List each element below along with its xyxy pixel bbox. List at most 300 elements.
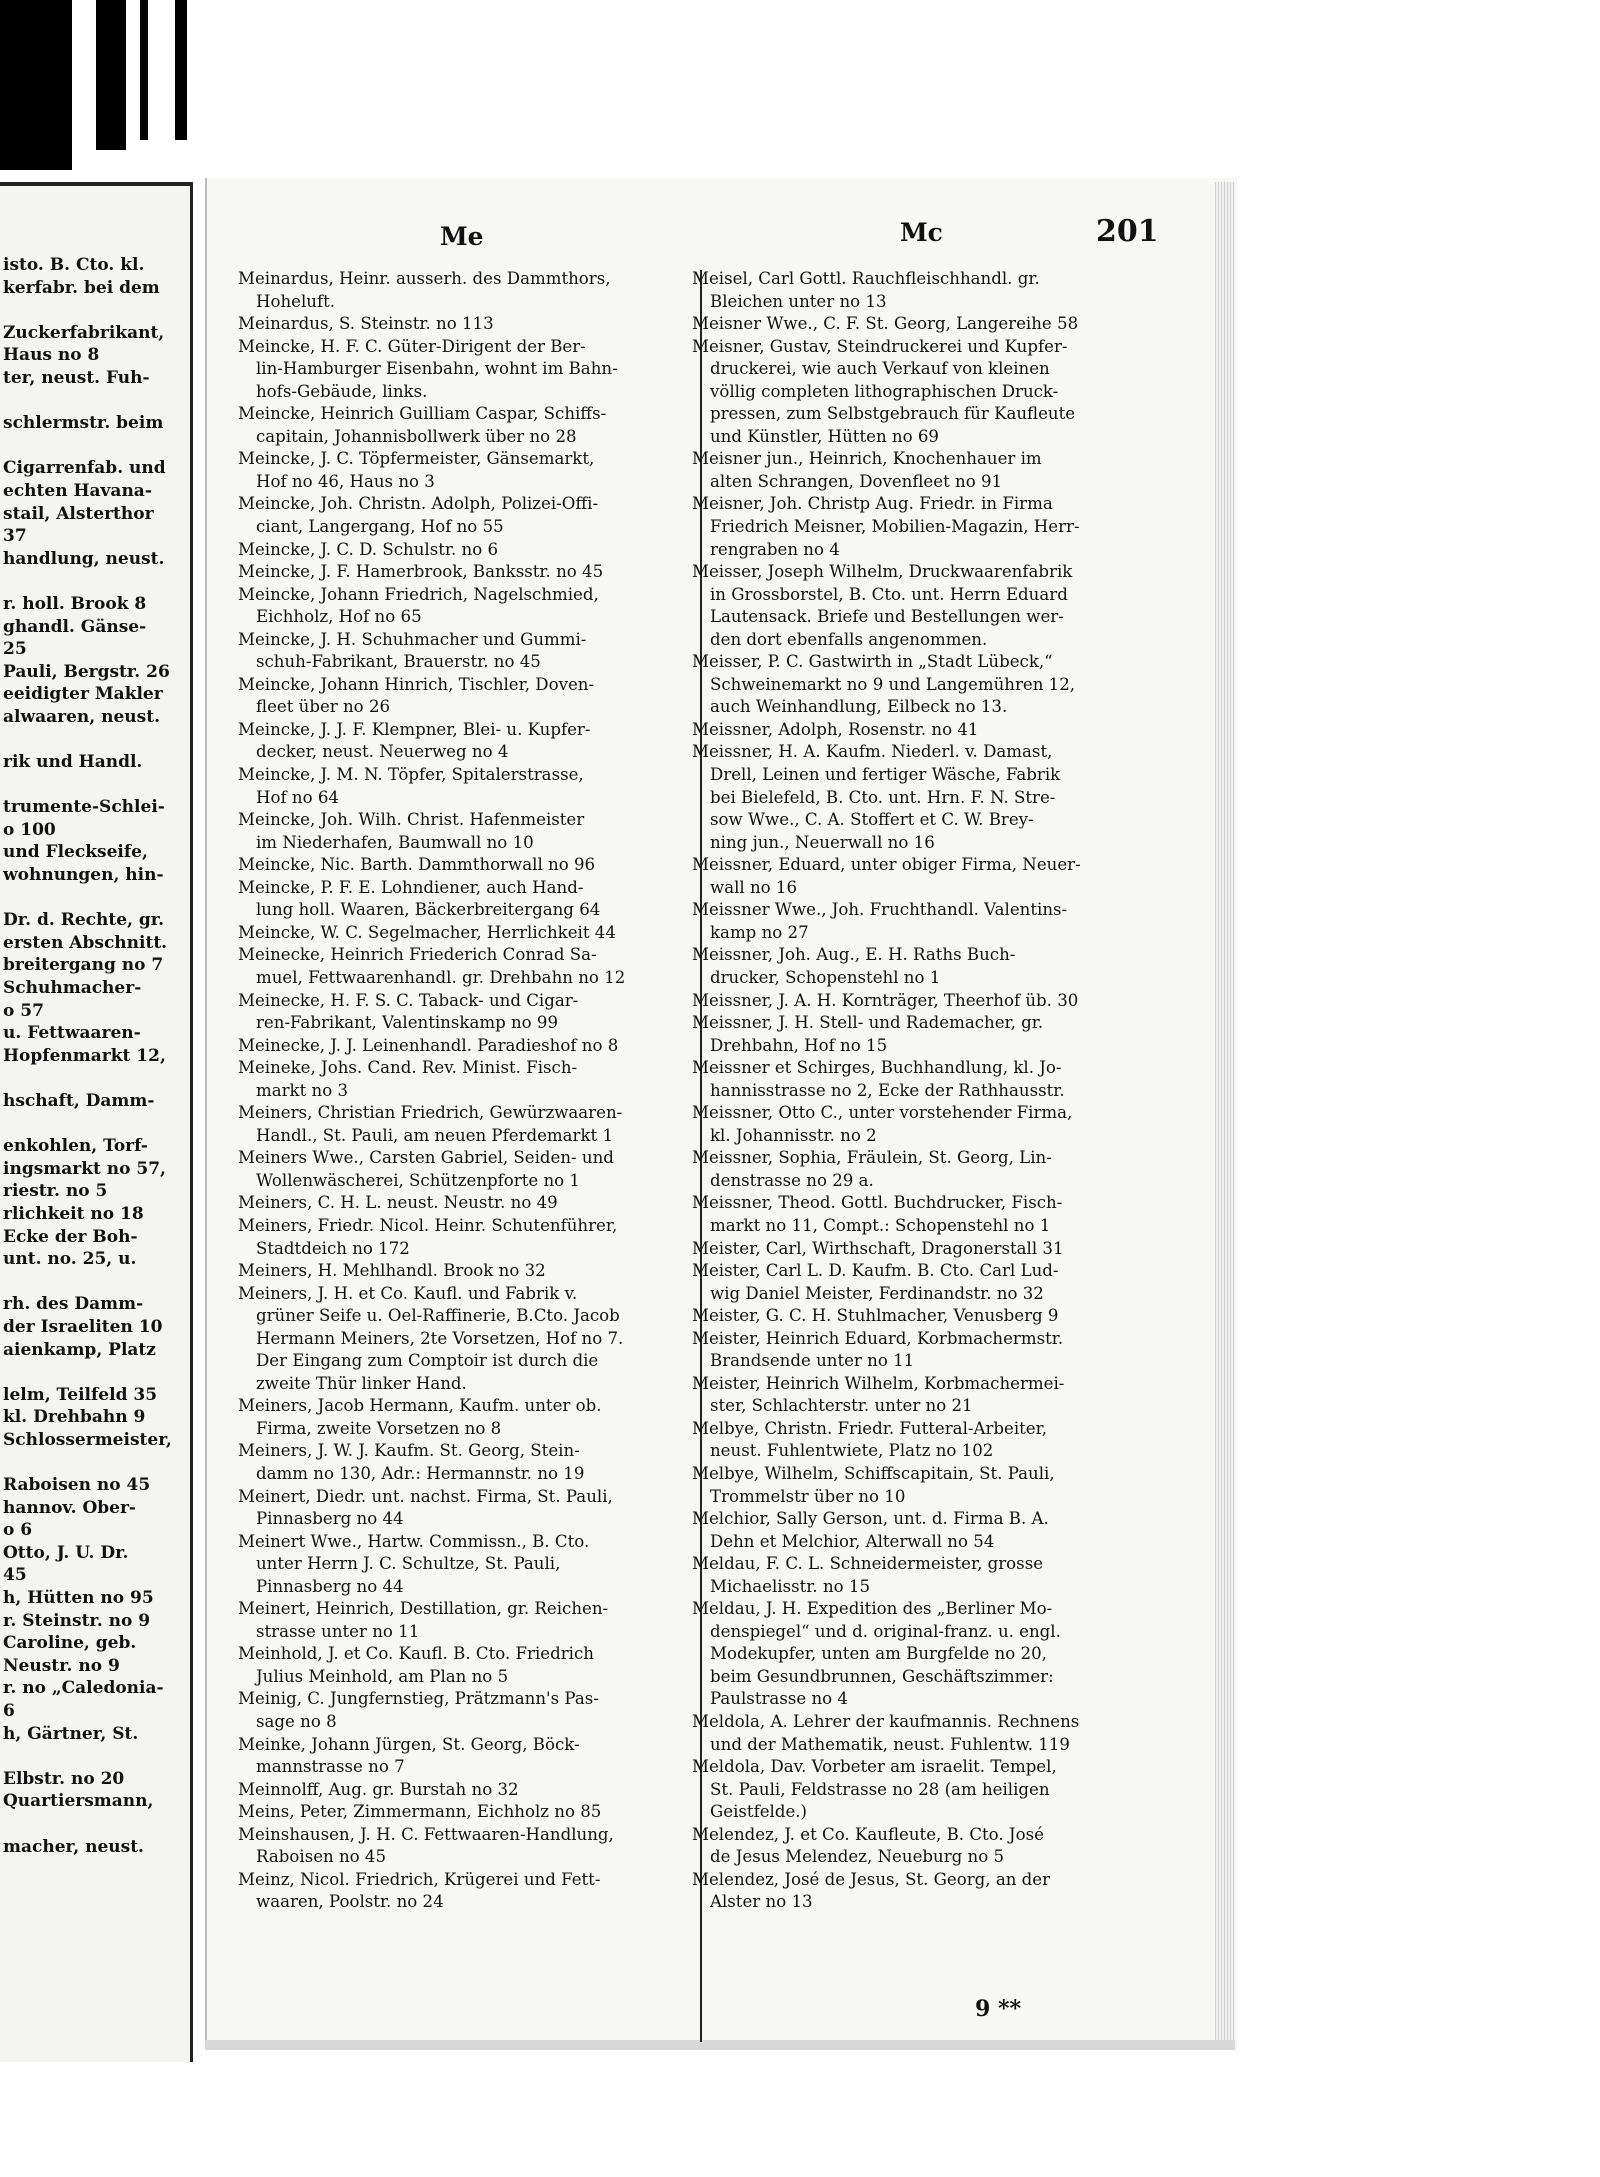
directory-entry — [238, 1283, 700, 1396]
directory-entry — [238, 493, 700, 538]
directory-entry — [692, 448, 1154, 493]
directory-entry — [238, 584, 700, 629]
fragment-line: macher, neust. — [3, 1836, 144, 1857]
entry-name-line: Meiners Wwe., Carsten Gabriel, Seiden- und — [238, 1148, 614, 1168]
fragment-line: eeidigter Makler — [3, 684, 163, 705]
directory-entry — [692, 1147, 1154, 1192]
fragment-line: isto. B. Cto. kl. — [3, 255, 145, 275]
entry-name-line: Meissner, Sophia, Fräulein, St. Georg, Lin- — [692, 1148, 1052, 1168]
entry-continuation-line: hannisstrasse no 2, Ecke der Rathhausstr. — [710, 1080, 1065, 1100]
signature-mark: 9 ** — [975, 1996, 1021, 2022]
fragment-line: hschaft, Damm- — [3, 1090, 155, 1111]
directory-entry — [238, 1824, 700, 1869]
entry-continuation-line: Geistfelde.) — [710, 1802, 808, 1822]
entry-name-line: Meincke, P. F. E. Lohndiener, auch Hand- — [238, 877, 584, 897]
entry-continuation-line: schuh-Fabrikant, Brauerstr. no 45 — [256, 652, 541, 672]
entry-name-line: Meinert, Heinrich, Destillation, gr. Reichen- — [238, 1599, 609, 1619]
directory-entry — [692, 1553, 1154, 1598]
entry-name-line: Meins, Peter, Zimmermann, Eichholz no 85 — [238, 1802, 602, 1822]
entry-continuation-line: denspiegel“ und d. original-franz. u. engl. — [710, 1621, 1061, 1641]
directory-entry — [692, 899, 1154, 944]
entry-name-line: Meincke, Johann Hinrich, Tischler, Doven- — [238, 674, 595, 694]
directory-entry — [238, 990, 700, 1035]
entry-name-line: Meinhold, J. et Co. Kaufl. B. Cto. Friedrich — [238, 1644, 594, 1664]
entry-name-line: Meinecke, H. F. S. C. Taback- und Cigar- — [238, 990, 579, 1010]
fragment-line: kerfabr. bei dem — [3, 277, 160, 298]
fragment-line: Quartiersmann, — [3, 1791, 154, 1812]
entry-name-line: Meincke, Joh. Wilh. Christ. Hafenmeister — [238, 810, 585, 830]
entry-continuation-line: Drehbahn, Hof no 15 — [710, 1035, 888, 1055]
directory-entry — [238, 1734, 700, 1779]
fragment-line: r. holl. Brook 8 — [3, 593, 147, 614]
entry-continuation-line: Firma, zweite Vorsetzen no 8 — [256, 1418, 502, 1438]
directory-entry — [692, 1598, 1154, 1711]
fragment-line: enkohlen, Torf- — [3, 1136, 148, 1157]
directory-entry — [238, 877, 700, 922]
directory-entry — [692, 741, 1154, 854]
directory-entry — [238, 1801, 700, 1824]
fragment-line: Elbstr. no 20 — [3, 1768, 125, 1789]
directory-entry — [238, 1688, 700, 1733]
entry-continuation-line: Julius Meinhold, am Plan no 5 — [256, 1666, 509, 1686]
entry-name-line: Meissner, Adolph, Rosenstr. no 41 — [692, 719, 979, 739]
fragment-line: Raboisen no 45 — [3, 1475, 151, 1496]
entry-name-line: Meinz, Nicol. Friedrich, Krügerei und Fett- — [238, 1869, 601, 1889]
fragment-line: ingsmarkt no 57, — [3, 1158, 166, 1179]
entry-continuation-line: zweite Thür linker Hand. — [256, 1373, 467, 1393]
entry-continuation-line: muel, Fettwaarenhandl. gr. Drehbahn no 12 — [256, 967, 626, 987]
entry-name-line: Meinshausen, J. H. C. Fettwaaren-Handlung, — [238, 1824, 614, 1844]
fragment-line: ersten Abschnitt. — [3, 932, 168, 953]
fragment-line: u. Fettwaaren- — [3, 1023, 141, 1044]
entry-continuation-line: de Jesus Melendez, Neueburg no 5 — [710, 1847, 1005, 1867]
fragment-line: hannov. Ober- — [3, 1497, 136, 1518]
directory-entry — [692, 1102, 1154, 1147]
fragment-line: und Fleckseife, — [3, 842, 148, 863]
entry-name-line: Meister, G. C. H. Stuhlmacher, Venusberg 9 — [692, 1306, 1059, 1326]
entry-continuation-line: ning jun., Neuerwall no 16 — [710, 832, 935, 852]
entry-continuation-line: grüner Seife u. Oel-Raffinerie, B.Cto. Jacob — [256, 1306, 620, 1326]
entry-name-line: Meincke, Nic. Barth. Dammthorwall no 96 — [238, 855, 596, 875]
entry-continuation-line: drucker, Schopenstehl no 1 — [710, 967, 941, 987]
directory-entry — [238, 1643, 700, 1688]
entry-continuation-line: markt no 11, Compt.: Schopenstehl no 1 — [710, 1215, 1051, 1235]
entry-continuation-line: St. Pauli, Feldstrasse no 28 (am heiligen — [710, 1779, 1050, 1799]
fragment-line: Schlossermeister, — [3, 1429, 172, 1450]
fragment-line: aienkamp, Platz — [3, 1339, 156, 1360]
entry-name-line: Meisner, Joh. Christp Aug. Friedr. in Firma — [692, 494, 1053, 514]
directory-entry — [238, 809, 700, 854]
directory-entry — [692, 561, 1154, 651]
entry-continuation-line: ciant, Langergang, Hof no 55 — [256, 517, 504, 537]
directory-column-right — [692, 268, 1154, 1914]
entry-name-line: Meissner Wwe., Joh. Fruchthandl. Valentins- — [692, 900, 1068, 920]
entry-name-line: Meinert, Diedr. unt. nachst. Firma, St. Pauli, — [238, 1486, 613, 1506]
entry-name-line: Meister, Carl L. D. Kaufm. B. Cto. Carl Lud- — [692, 1261, 1059, 1281]
entry-name-line: Meissner, Joh. Aug., E. H. Raths Buch- — [692, 945, 1016, 965]
entry-continuation-line: Michaelisstr. no 15 — [710, 1576, 871, 1596]
directory-entry — [692, 1373, 1154, 1418]
entry-name-line: Meincke, Joh. Christn. Adolph, Polizei-Offi- — [238, 494, 599, 514]
entry-continuation-line: in Grossborstel, B. Cto. unt. Herrn Eduard — [710, 584, 1068, 604]
entry-continuation-line: Raboisen no 45 — [256, 1847, 387, 1867]
fragment-line: rik und Handl. — [3, 752, 143, 773]
fragment-line: rh. des Damm- — [3, 1294, 144, 1315]
directory-entry — [238, 764, 700, 809]
entry-name-line: Melendez, José de Jesus, St. Georg, an der — [692, 1869, 1051, 1889]
fragment-line — [0, 774, 193, 797]
directory-entry — [238, 313, 700, 336]
directory-entry — [238, 1102, 700, 1147]
fragment-line: h, Hütten no 95 — [3, 1588, 154, 1609]
entry-continuation-line: rengraben no 4 — [710, 539, 840, 559]
fragment-line: ghandl. Gänse- — [3, 616, 147, 637]
entry-name-line: Meldola, A. Lehrer der kaufmannis. Rechnens — [692, 1712, 1080, 1731]
directory-entry — [238, 944, 700, 989]
fragment-line: 45 — [3, 1565, 27, 1586]
entry-continuation-line: fleet über no 26 — [256, 697, 391, 717]
entry-continuation-line: denstrasse no 29 a. — [710, 1170, 874, 1190]
entry-continuation-line: Alster no 13 — [710, 1892, 813, 1912]
entry-name-line: Meincke, J. C. D. Schulstr. no 6 — [238, 539, 499, 559]
entry-continuation-line: sage no 8 — [256, 1712, 337, 1731]
entry-continuation-line: Dehn et Melchior, Alterwall no 54 — [710, 1531, 995, 1551]
fragment-line: Hopfenmarkt 12, — [3, 1045, 166, 1066]
directory-entry — [238, 1486, 700, 1531]
entry-name-line: Meister, Carl, Wirthschaft, Dragonerstall 31 — [692, 1238, 1064, 1258]
directory-entry — [238, 1035, 700, 1058]
directory-entry — [238, 1531, 700, 1599]
fragment-line: Cigarrenfab. und — [3, 458, 166, 479]
entry-name-line: Meisner jun., Heinrich, Knochenhauer im — [692, 449, 1042, 469]
entry-continuation-line: Pinnasberg no 44 — [256, 1509, 404, 1529]
entry-continuation-line: Wollenwäscherei, Schützenpforte no 1 — [256, 1170, 580, 1190]
fragment-line — [0, 728, 193, 751]
entry-name-line: Meinecke, J. J. Leinenhandl. Paradieshof no 8 — [238, 1035, 619, 1055]
entry-continuation-line: hofs-Gebäude, links. — [256, 381, 428, 401]
entry-name-line: Meister, Heinrich Wilhelm, Korbmachermei- — [692, 1373, 1065, 1393]
entry-continuation-line: wig Daniel Meister, Ferdinandstr. no 32 — [710, 1283, 1044, 1303]
entry-name-line: Meiners, Friedr. Nicol. Heinr. Schutenführer, — [238, 1215, 618, 1235]
entry-name-line: Meisser, Joseph Wilhelm, Druckwaarenfabrik — [692, 562, 1073, 582]
directory-entry — [692, 651, 1154, 719]
fragment-line: o 57 — [3, 1000, 44, 1021]
directory-entry — [692, 1418, 1154, 1463]
entry-continuation-line: lin-Hamburger Eisenbahn, wohnt im Bahn- — [256, 359, 618, 379]
entry-continuation-line: Der Eingang zum Comptoir ist durch die — [256, 1351, 599, 1371]
fragment-line — [0, 1271, 193, 1294]
entry-continuation-line: waaren, Poolstr. no 24 — [256, 1892, 444, 1912]
entry-continuation-line: den dort ebenfalls angenommen. — [710, 629, 988, 649]
directory-entry — [692, 719, 1154, 742]
entry-name-line: Meinert Wwe., Hartw. Commissn., B. Cto. — [238, 1531, 590, 1551]
directory-entry — [692, 1305, 1154, 1328]
directory-entry — [692, 944, 1154, 989]
entry-name-line: Meissner, J. H. Stell- und Rademacher, gr. — [692, 1013, 1044, 1033]
binding-bar — [0, 0, 72, 170]
entry-continuation-line: Trommelstr über no 10 — [710, 1486, 906, 1506]
entry-continuation-line: pressen, zum Selbstgebrauch für Kaufleute — [710, 404, 1076, 424]
entry-continuation-line: Stadtdeich no 172 — [256, 1238, 410, 1258]
fragment-line: stail, Alsterthor — [3, 503, 154, 524]
directory-entry — [238, 922, 700, 945]
fragment-line — [0, 390, 193, 413]
entry-continuation-line: Schweinemarkt no 9 und Langemühren 12, — [710, 674, 1076, 694]
directory-entry — [238, 268, 700, 313]
directory-entry — [238, 1440, 700, 1485]
entry-continuation-line: Drell, Leinen und fertiger Wäsche, Fabrik — [710, 765, 1061, 785]
directory-entry — [692, 313, 1154, 336]
fragment-line: ter, neust. Fuh- — [3, 367, 150, 388]
entry-continuation-line: lung holl. Waaren, Bäckerbreitergang 64 — [256, 900, 601, 920]
page-edge — [0, 182, 190, 186]
entry-continuation-line: Brandsende unter no 11 — [710, 1351, 915, 1371]
fragment-line: rlichkeit no 18 — [3, 1203, 144, 1224]
fragment-line: riestr. no 5 — [3, 1181, 108, 1202]
directory-entry — [692, 1711, 1154, 1756]
entry-continuation-line: sow Wwe., C. A. Stoffert et C. W. Brey- — [710, 810, 1034, 830]
directory-entry — [238, 1395, 700, 1440]
entry-continuation-line: Paulstrasse no 4 — [710, 1689, 848, 1709]
entry-continuation-line: Lautensack. Briefe und Bestellungen wer- — [710, 607, 1064, 627]
fragment-line: Zuckerfabrikant, — [3, 322, 165, 343]
directory-entry — [238, 336, 700, 404]
fragment-line: Haus no 8 — [3, 345, 100, 366]
fragment-line: wohnungen, hin- — [3, 865, 164, 886]
entry-continuation-line: alten Schrangen, Dovenfleet no 91 — [710, 471, 1003, 491]
previous-page-fragment — [0, 182, 193, 2062]
directory-entry — [238, 1869, 700, 1914]
entry-name-line: Meinecke, Heinrich Friederich Conrad Sa- — [238, 945, 597, 965]
fragment-line: Schuhmacher- — [3, 978, 142, 998]
entry-name-line: Meincke, Heinrich Guilliam Caspar, Schiffs- — [238, 404, 607, 424]
directory-entry — [238, 1779, 700, 1802]
directory-entry — [692, 1463, 1154, 1508]
entry-name-line: Melbye, Christn. Friedr. Futteral-Arbeiter, — [692, 1418, 1048, 1438]
directory-entry — [238, 448, 700, 493]
entry-name-line: Meinardus, Heinr. ausserh. des Dammthors, — [238, 269, 611, 288]
entry-name-line: Meissner, H. A. Kaufm. Niederl. v. Damast, — [692, 742, 1053, 762]
running-head-left: Me — [440, 222, 484, 251]
page-stack-edge — [1215, 182, 1235, 2046]
entry-name-line: Meineke, Johs. Cand. Rev. Minist. Fisch- — [238, 1058, 578, 1078]
fragment-line — [0, 887, 193, 910]
entry-continuation-line: strasse unter no 11 — [256, 1621, 420, 1641]
fragment-line — [0, 1113, 193, 1136]
page-number: 201 — [1096, 214, 1159, 249]
fragment-line: o 6 — [3, 1520, 33, 1541]
directory-entry — [692, 336, 1154, 449]
fragment-line: Otto, J. U. Dr. — [3, 1542, 129, 1563]
entry-continuation-line: Eichholz, Hof no 65 — [256, 607, 422, 627]
binding-bar — [96, 0, 126, 150]
entry-name-line: Meiners, C. H. L. neust. Neustr. no 49 — [238, 1193, 558, 1213]
directory-entry — [692, 1508, 1154, 1553]
directory-entry — [692, 1869, 1154, 1914]
entry-name-line: Meincke, J. M. N. Töpfer, Spitalerstrasse, — [238, 765, 584, 785]
entry-continuation-line: mannstrasse no 7 — [256, 1757, 405, 1777]
fragment-line: r. no „Caledonia- — [3, 1678, 164, 1699]
directory-entry — [238, 719, 700, 764]
entry-continuation-line: völlig completen lithographischen Druck- — [710, 381, 1059, 401]
entry-name-line: Meissner, Theod. Gottl. Buchdrucker, Fisch- — [692, 1193, 1063, 1213]
binding-bar — [140, 0, 148, 140]
binding-bar — [175, 0, 187, 140]
entry-continuation-line: bei Bielefeld, B. Cto. unt. Hrn. F. N. Stre- — [710, 787, 1056, 807]
entry-continuation-line: decker, neust. Neuerweg no 4 — [256, 742, 509, 762]
fragment-line: 6 — [3, 1701, 15, 1721]
entry-continuation-line: Bleichen unter no 13 — [710, 291, 887, 311]
entry-continuation-line: auch Weinhandlung, Eilbeck no 13. — [710, 697, 1008, 717]
fragment-line: unt. no. 25, u. — [3, 1249, 137, 1270]
directory-entry — [238, 1057, 700, 1102]
directory-entry — [238, 1215, 700, 1260]
directory-column-left — [238, 268, 700, 1914]
entry-name-line: Meincke, J. J. F. Klempner, Blei- u. Kupfer- — [238, 719, 591, 739]
entry-name-line: Meisser, P. C. Gastwirth in „Stadt Lübeck,“ — [692, 652, 1053, 672]
entry-name-line: Meissner et Schirges, Buchhandlung, kl. Jo- — [692, 1058, 1062, 1078]
fragment-line — [0, 570, 193, 593]
directory-entry — [238, 674, 700, 719]
entry-name-line: Meincke, J. H. Schuhmacher und Gummi- — [238, 629, 587, 649]
directory-entry — [238, 1192, 700, 1215]
directory-entry — [692, 1260, 1154, 1305]
entry-name-line: Meldau, J. H. Expedition des „Berliner Mo- — [692, 1599, 1053, 1619]
directory-entry — [238, 403, 700, 448]
fragment-line: 37 — [3, 526, 27, 547]
fragment-line — [0, 299, 193, 322]
fragment-line — [0, 1451, 193, 1474]
entry-continuation-line: neust. Fuhlentwiete, Platz no 102 — [710, 1441, 994, 1461]
entry-continuation-line: Friedrich Meisner, Mobilien-Magazin, Herr- — [710, 517, 1080, 537]
fragment-line: trumente-Schlei- — [3, 797, 165, 818]
directory-entry — [238, 561, 700, 584]
fragment-line: schlermstr. beim — [3, 413, 164, 434]
entry-continuation-line: beim Gesundbrunnen, Geschäftszimmer: — [710, 1666, 1054, 1686]
entry-name-line: Meister, Heinrich Eduard, Korbmachermstr. — [692, 1328, 1064, 1348]
entry-continuation-line: und Künstler, Hütten no 69 — [710, 426, 939, 446]
entry-continuation-line: und der Mathematik, neust. Fuhlentw. 119 — [710, 1734, 1070, 1754]
directory-entry — [692, 990, 1154, 1013]
directory-entry — [238, 1147, 700, 1192]
directory-entry — [692, 1057, 1154, 1102]
entry-continuation-line: wall no 16 — [710, 877, 798, 897]
entry-name-line: Meiners, H. Mehlhandl. Brook no 32 — [238, 1261, 546, 1281]
page-bottom-edge — [205, 2040, 1235, 2050]
fragment-line — [0, 1361, 193, 1384]
entry-name-line: Meiners, Jacob Hermann, Kaufm. unter ob. — [238, 1396, 602, 1416]
entry-name-line: Meincke, Johann Friedrich, Nagelschmied, — [238, 584, 599, 604]
entry-name-line: Meiners, J. H. et Co. Kaufl. und Fabrik v. — [238, 1283, 578, 1303]
fragment-line: breitergang no 7 — [3, 955, 164, 976]
entry-name-line: Meisel, Carl Gottl. Rauchfleischhandl. gr. — [692, 269, 1040, 288]
fragment-line: o 100 — [3, 819, 56, 840]
directory-entry — [238, 1260, 700, 1283]
fragment-line — [0, 435, 193, 458]
fragment-line: Neustr. no 9 — [3, 1655, 120, 1676]
fragment-line: lelm, Teilfeld 35 — [3, 1384, 158, 1405]
entry-name-line: Meissner, Otto C., unter vorstehender Firma, — [692, 1103, 1073, 1123]
entry-continuation-line: Hof no 64 — [256, 787, 339, 807]
fragment-line: h, Gärtner, St. — [3, 1723, 139, 1744]
directory-entry — [692, 493, 1154, 561]
fragment-line: der Israeliten 10 — [3, 1316, 163, 1337]
fragment-line: Pauli, Bergstr. 26 — [3, 661, 170, 682]
entry-name-line: Meinke, Johann Jürgen, St. Georg, Böck- — [238, 1734, 580, 1754]
entry-continuation-line: Hoheluft. — [256, 291, 336, 311]
entry-continuation-line: markt no 3 — [256, 1080, 349, 1100]
entry-name-line: Meissner, J. A. H. Kornträger, Theerhof üb. 30 — [692, 990, 1079, 1010]
fragment-line: Dr. d. Rechte, gr. — [3, 910, 165, 931]
entry-name-line: Melbye, Wilhelm, Schiffscapitain, St. Pauli, — [692, 1463, 1055, 1483]
entry-name-line: Meiners, Christian Friedrich, Gewürzwaaren- — [238, 1103, 623, 1123]
fragment-line: Ecke der Boh- — [3, 1226, 138, 1247]
entry-continuation-line: Pinnasberg no 44 — [256, 1576, 404, 1596]
directory-entry — [692, 1192, 1154, 1237]
entry-continuation-line: kamp no 27 — [710, 922, 809, 942]
entry-name-line: Melchior, Sally Gerson, unt. d. Firma B. A. — [692, 1509, 1049, 1529]
fragment-line — [0, 1067, 193, 1090]
entry-name-line: Meldau, F. C. L. Schneidermeister, grosse — [692, 1554, 1044, 1574]
entry-name-line: Meisner Wwe., C. F. St. Georg, Langereihe 58 — [692, 314, 1079, 334]
entry-name-line: Meisner, Gustav, Steindruckerei und Kupfer- — [692, 336, 1068, 356]
running-head-right: Mc — [900, 218, 943, 247]
fragment-line: 25 — [3, 639, 27, 660]
entry-continuation-line: Handl., St. Pauli, am neuen Pferdemarkt 1 — [256, 1125, 614, 1145]
entry-continuation-line: capitain, Johannisbollwerk über no 28 — [256, 426, 577, 446]
entry-name-line: Meincke, J. C. Töpfermeister, Gänsemarkt, — [238, 449, 595, 469]
directory-entry — [238, 629, 700, 674]
entry-continuation-line: ster, Schlachterstr. unter no 21 — [710, 1396, 973, 1416]
entry-name-line: Meincke, W. C. Segelmacher, Herrlichkeit 44 — [238, 922, 616, 942]
directory-entry — [692, 1328, 1154, 1373]
entry-continuation-line: Hermann Meiners, 2te Vorsetzen, Hof no 7. — [256, 1328, 624, 1348]
fragment-line: Caroline, geb. — [3, 1633, 137, 1654]
fragment-line: r. Steinstr. no 9 — [3, 1610, 151, 1631]
directory-entry — [692, 268, 1154, 313]
entry-continuation-line: im Niederhafen, Baumwall no 10 — [256, 832, 534, 852]
directory-entry — [692, 1756, 1154, 1824]
entry-continuation-line: kl. Johannisstr. no 2 — [710, 1125, 877, 1145]
entry-name-line: Meinig, C. Jungfernstieg, Prätzmann's Pas- — [238, 1689, 599, 1709]
entry-name-line: Meincke, H. F. C. Güter-Dirigent der Ber- — [238, 336, 586, 356]
directory-entry — [238, 1598, 700, 1643]
entry-name-line: Meissner, Eduard, unter obiger Firma, Neuer- — [692, 855, 1081, 875]
fragment-line: alwaaren, neust. — [3, 706, 160, 727]
entry-name-line: Meldola, Dav. Vorbeter am israelit. Tempel, — [692, 1757, 1057, 1777]
directory-entry — [692, 1012, 1154, 1057]
entry-continuation-line: damm no 130, Adr.: Hermannstr. no 19 — [256, 1463, 585, 1483]
fragment-line: handlung, neust. — [3, 548, 165, 569]
entry-continuation-line: unter Herrn J. C. Schultze, St. Pauli, — [256, 1554, 561, 1574]
entry-name-line: Meinnolff, Aug. gr. Burstah no 32 — [238, 1779, 519, 1799]
entry-name-line: Meiners, J. W. J. Kaufm. St. Georg, Stein- — [238, 1441, 580, 1461]
entry-continuation-line: Modekupfer, unten am Burgfelde no 20, — [710, 1644, 1047, 1664]
previous-page-text — [0, 254, 193, 1858]
entry-name-line: Melendez, J. et Co. Kaufleute, B. Cto. José — [692, 1824, 1044, 1844]
directory-entry — [692, 854, 1154, 899]
fragment-line — [0, 1745, 193, 1768]
entry-name-line: Meincke, J. F. Hamerbrook, Banksstr. no 45 — [238, 562, 604, 582]
directory-entry — [692, 1824, 1154, 1869]
fragment-line — [0, 1813, 193, 1836]
entry-continuation-line: druckerei, wie auch Verkauf von kleinen — [710, 359, 1050, 379]
directory-entry — [238, 854, 700, 877]
entry-name-line: Meinardus, S. Steinstr. no 113 — [238, 314, 494, 334]
fragment-line: echten Havana- — [3, 480, 152, 501]
entry-continuation-line: ren-Fabrikant, Valentinskamp no 99 — [256, 1013, 559, 1033]
entry-continuation-line: Hof no 46, Haus no 3 — [256, 471, 435, 491]
